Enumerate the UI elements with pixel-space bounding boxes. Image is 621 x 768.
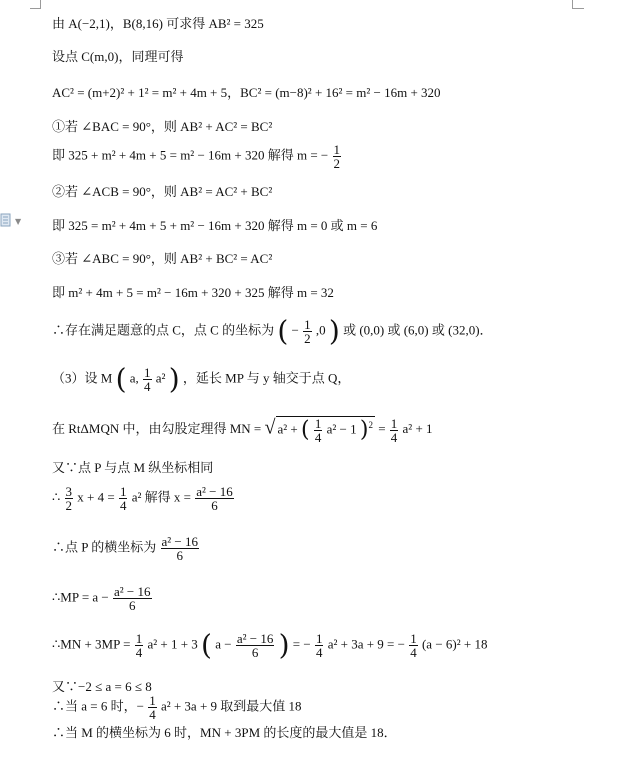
solution-line: ∴当 M 的横坐标为 6 时，MN + 3PM 的长度的最大值是 18． [52,725,397,740]
document-nav-icon[interactable] [0,213,12,227]
fraction [135,632,144,659]
solution-line [52,143,342,170]
margin-mark-right-v [572,0,573,8]
fraction [315,632,324,659]
text-run: ∴点 P 的横坐标为 [52,539,157,555]
numerator: 3 [65,484,73,499]
text-run: 即 325 + m² + 4m + 5 = m² − 16m + 320 解得 m = − [52,147,329,163]
square-root [265,416,375,444]
numerator: a² − 16 [236,631,274,646]
solution-line: 即 m² + 4m + 5 = m² − 16m + 320 + 325 解得 m = 32 [52,285,334,300]
numerator: 1 [390,415,398,431]
numerator: 1 [315,631,323,646]
solution-line [52,628,488,662]
paren-open: ( [115,362,127,396]
denominator: 4 [119,498,127,513]
margin-mark-right-h [572,8,584,9]
solution-line [52,314,493,348]
margin-mark-left-h [30,8,41,9]
numerator: a² − 16 [161,534,198,549]
numerator: 1 [333,142,341,157]
text-run: ∴存在满足题意的点 C，点 C 的坐标为 [52,322,275,338]
numerator: a² − 16 [114,584,151,599]
text-run: ∴ [52,489,61,505]
denominator: 2 [304,331,311,346]
solution-line [52,485,235,512]
solution-line: 由 A(−2,1)，B(8,16) 可求得 AB² = 325 [52,16,264,31]
solution-line: ③若 ∠ABC = 90°，则 AB² + BC² = AC² [52,251,273,266]
fraction [409,632,418,659]
text-run: − [291,322,299,338]
radical-sign: √ [264,416,276,439]
numerator: 1 [144,365,151,380]
solution-line [52,585,153,612]
text-run: ，延长 MP 与 y 轴交于点 Q， [182,370,351,386]
text-run: = [378,420,386,436]
solution-line [52,694,302,721]
fraction [119,485,128,512]
paren-close: ) [278,628,290,662]
text-run: a² + 3a + 9 = − [327,636,405,652]
numerator: 1 [314,416,322,431]
fraction [314,417,323,444]
fraction [161,535,200,562]
text-run: 或 (0,0) 或 (6,0) 或 (32,0)． [343,322,493,338]
denominator: 6 [113,598,152,612]
text-run: ∴MP = a − [52,589,109,605]
paren-close: ) [359,417,369,443]
text-run: a − [215,636,232,652]
text-run: 在 RtΔMQN 中，由勾股定理得 MN = [52,420,262,436]
text-run: = − [292,636,311,652]
fraction [333,143,342,170]
denominator: 4 [390,429,398,445]
numerator: 1 [410,631,417,646]
solution-line: ①若 ∠BAC = 90°，则 AB² + AC² = BC² [52,119,273,134]
denominator: 4 [135,645,143,660]
fraction [113,585,152,612]
paren-open: ( [277,314,289,348]
denominator: 6 [195,498,234,512]
text-run: a² + 3a + 9 取到最大值 18 [160,698,302,714]
text-run: ∴当 a = 6 时，− [52,698,144,714]
numerator: 1 [135,631,143,646]
fraction [303,318,312,345]
paren-open: ( [301,417,310,443]
denominator: 4 [149,707,156,722]
denominator: 4 [144,379,151,394]
numerator: 1 [304,317,311,332]
text-run: a² 解得 x = [131,489,191,505]
denominator: 4 [315,645,323,660]
fraction [390,417,399,444]
paren-close: ) [168,362,180,396]
exponent: 2 [368,420,373,431]
denominator: 4 [314,430,322,445]
fraction [236,632,275,659]
numerator: 1 [119,484,127,499]
solution-line: 即 325 = m² + 4m + 5 + m² − 16m + 320 解得 m = 0 或 m = 6 [52,218,378,233]
margin-mark-left-v [40,0,41,8]
denominator: 6 [161,548,200,562]
text-run: ∴MN + 3MP = [52,636,131,652]
denominator: 2 [65,498,73,513]
text-run: (a − 6)² + 18 [421,636,488,652]
text-run: a² − 1 [326,421,357,437]
chevron-down-icon[interactable]: ▼ [15,217,22,226]
text-run: a² + 1 + 3 [147,636,198,652]
solution-line: 又∵点 P 与点 M 纵坐标相同 [52,460,214,475]
solution-line: 设点 C(m,0)，同理可得 [52,49,184,64]
radicand [276,416,375,444]
fraction [148,694,157,721]
text-run: x + 4 = [77,489,115,505]
solution-line [52,535,200,562]
fraction [195,485,234,512]
fraction [65,485,74,512]
paren-close: ) [328,314,340,348]
text-run: ,0 [315,322,326,338]
denominator: 2 [333,156,341,171]
text-run: a² + [277,421,298,437]
solution-line [52,416,433,444]
denominator: 6 [236,645,275,659]
text-run: （3）设 M [52,370,113,386]
text-run: a² + 1 [402,420,433,436]
text-run: a, [129,370,139,386]
text-run: a² [155,370,166,386]
solution-line: ②若 ∠ACB = 90°，则 AB² = AC² + BC² [52,184,273,199]
solution-line: AC² = (m+2)² + 1² = m² + 4m + 5，BC² = (m−8)² + 16² = m² − 16m + 320 [52,85,441,100]
denominator: 4 [410,645,417,660]
solution-line: 又∵−2 ≤ a = 6 ≤ 8 [52,679,152,694]
numerator: a² − 16 [196,484,233,499]
numerator: 1 [149,693,156,708]
fraction [143,366,152,393]
solution-line [52,362,351,396]
paren-open: ( [201,628,212,662]
